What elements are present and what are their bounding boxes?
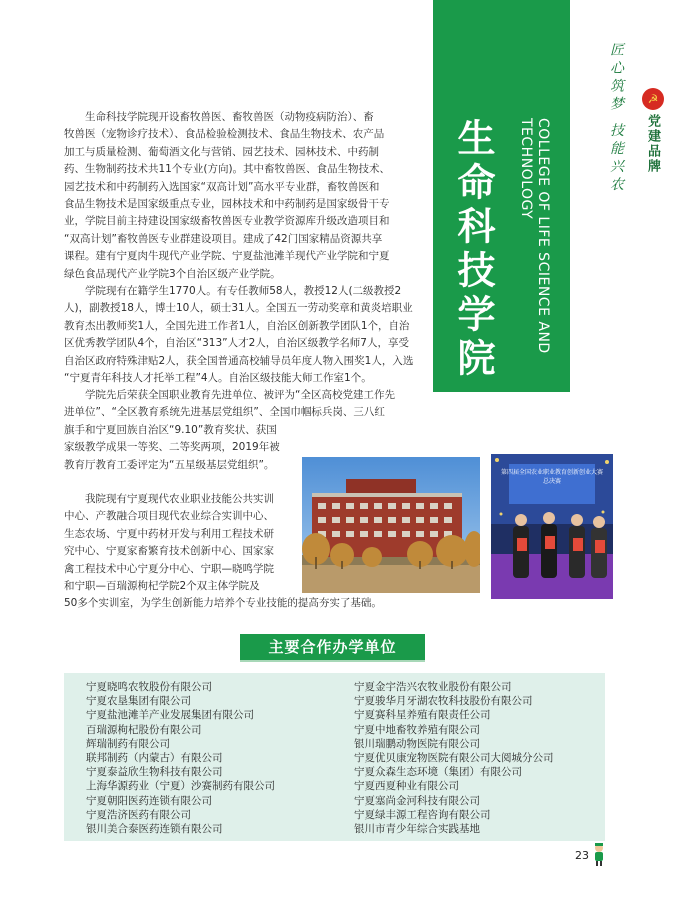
party-brand-label: 党建品牌 [645, 114, 660, 174]
line: 加工与质量检测、葡萄酒文化与营销、园艺技术、园林技术、中药制 [64, 145, 379, 158]
motto-panel [570, 0, 677, 392]
college-name-cn: 生命科技学院 [451, 118, 495, 382]
partner-list-box [64, 673, 605, 841]
list-item: 银川美合泰医药连锁有限公司 [86, 823, 223, 836]
line: 究中心、宁夏家畜繁育技术创新中心、国家家 [64, 545, 274, 558]
partner-list-left [86, 680, 275, 836]
list-item: 银川市青少年综合实践基地 [354, 823, 480, 836]
list-item: 百瑞源枸杞股份有限公司 [86, 723, 202, 736]
list-item: 宁夏赛科星养殖有限责任公司 [354, 709, 491, 722]
list-item: 银川瑞鹏动物医院有限公司 [354, 737, 480, 750]
college-banner [433, 0, 677, 392]
list-item: 宁夏农垦集团有限公司 [86, 695, 191, 708]
list-item: 联邦制药（内蒙古）有限公司 [86, 752, 223, 765]
line: 绿色食品现代产业学院3个自治区级产业学院。 [64, 267, 281, 280]
line: 牧兽医（宠物诊疗技术）、食品检验检测技术、食品生物技术、农产品 [64, 128, 385, 141]
line: 50多个实训室，为学生创新能力培养个专业技能的提高夯实了基础。 [64, 597, 382, 610]
line: 课程。建有宁夏肉牛现代产业学院、宁夏盐池滩羊现代产业学院和宁夏 [64, 250, 390, 263]
award-ceremony-photo [491, 454, 613, 599]
line: 食品生物技术是国家级重点专业，园林技术和中药制药是国家级骨干专 [64, 198, 390, 211]
list-item: 宁夏中地畜牧养殖有限公司 [354, 723, 480, 736]
line: 区优秀教学团队4个，自治区“313”人才2人，自治区级教学名师7人，享受 [64, 337, 409, 350]
mascot-icon [592, 843, 606, 867]
line: “双高计划”畜牧兽医专业群建设项目。建成了42门国家精品资源共享 [64, 232, 383, 245]
list-item: 宁夏金宇浩兴农牧业股份有限公司 [354, 681, 512, 693]
line: 人)，副教授18人，博士10人，硕士31人。全国五一劳动奖章和黄炎培职业 [64, 302, 413, 315]
line: 教育厅教育工委评定为“五星级基层党组织”。 [64, 458, 275, 471]
line: 我院现有宁夏现代农业职业技能公共实训 [85, 493, 274, 505]
list-item: 宁夏泰益欣生物科技有限公司 [86, 766, 223, 779]
line: 禽工程技术中心宁夏分中心、宁职—晓鸣学院 [64, 562, 274, 575]
list-item: 辉瑞制药有限公司 [86, 737, 170, 750]
list-item: 宁夏优贝康宠物医院有限公司大阅城分公司 [354, 752, 554, 765]
list-item: 宁夏骏华月牙湖农牧科技股份有限公司 [354, 695, 533, 708]
list-item: 上海华源药业（宁夏）沙赛制药有限公司 [86, 780, 275, 793]
page-number: 23 [575, 849, 589, 862]
line: 旗手和宁夏回族自治区“9.10”教育奖状、获国 [64, 423, 277, 436]
hammer-sickle-icon: ☭ [642, 88, 664, 110]
list-item: 宁夏西夏种业有限公司 [354, 780, 459, 793]
line: 园艺技术和中药制药入选国家“双高计划”高水平专业群，畜牧兽医和 [64, 180, 380, 193]
motto-text: 匠心筑梦 技能兴农 [608, 42, 624, 195]
line: 学院现有在籍学生1770人。有专任教师58人，教授12人(二级教授2 [85, 285, 402, 297]
list-item: 宁夏众森生态环境（集团）有限公司 [354, 766, 522, 779]
stage-banner-text: 第四届全国农业职业教育创新创业大赛总决赛 [500, 469, 603, 485]
line: 药、生物制药技术共11个专业(方向)。其中畜牧兽医、食品生物技术、 [64, 163, 391, 176]
intro-paragraph [64, 109, 422, 283]
line: 学院先后荣获全国职业教育先进单位、被评为“全区高校党建工作先 [85, 389, 395, 401]
college-name-en: COLLEGE OF LIFE SCIENCE AND TECHNOLOGY [518, 118, 551, 354]
list-item: 宁夏绿丰源工程咨询有限公司 [354, 808, 491, 821]
partner-list-right [354, 680, 554, 836]
line: 和宁职—百瑞源枸杞学院2个双主体学院及 [64, 580, 260, 593]
line: “宁夏青年科技人才托举工程”4人。自治区级技能大师工作室1个。 [64, 372, 372, 385]
staff-paragraph [64, 283, 422, 387]
list-item: 宁夏晓鸣农牧股份有限公司 [86, 681, 212, 693]
line: 业，学院目前主持建设国家级畜牧兽医专业教学资源库升级改造项目和 [64, 215, 390, 228]
campus-building-photo [302, 457, 480, 593]
list-item: 宁夏浩济医药有限公司 [86, 808, 191, 821]
line: 自治区政府特殊津贴2人，获全国普通高校辅导员年度人物入围奖1人，入选 [64, 354, 414, 367]
section-title: 主要合作办学单位 [240, 634, 425, 660]
line: 教育杰出教师奖1人，全国先进工作者1人，自治区创新教学团队1个，自治 [64, 319, 410, 332]
line: 生命科技学院现开设畜牧兽医、畜牧兽医（动物疫病防治）、畜 [85, 111, 374, 123]
list-item: 宁夏朝阳医药连锁有限公司 [86, 794, 212, 807]
line: 家级教学成果一等奖、二等奖两项，2019年被 [64, 441, 280, 454]
list-item: 宁夏塞尚金河科技有限公司 [354, 794, 480, 807]
line: 进单位”、“全区教育系统先进基层党组织”、全国巾帼标兵岗、三八红 [64, 406, 385, 419]
line: 中心、产教融合项目现代农业综合实训中心、 [64, 510, 274, 523]
line: 生态农场、宁夏中药材开发与利用工程技术研 [64, 527, 274, 540]
section-underline [240, 660, 425, 662]
list-item: 宁夏盐池滩羊产业发展集团有限公司 [86, 709, 254, 722]
